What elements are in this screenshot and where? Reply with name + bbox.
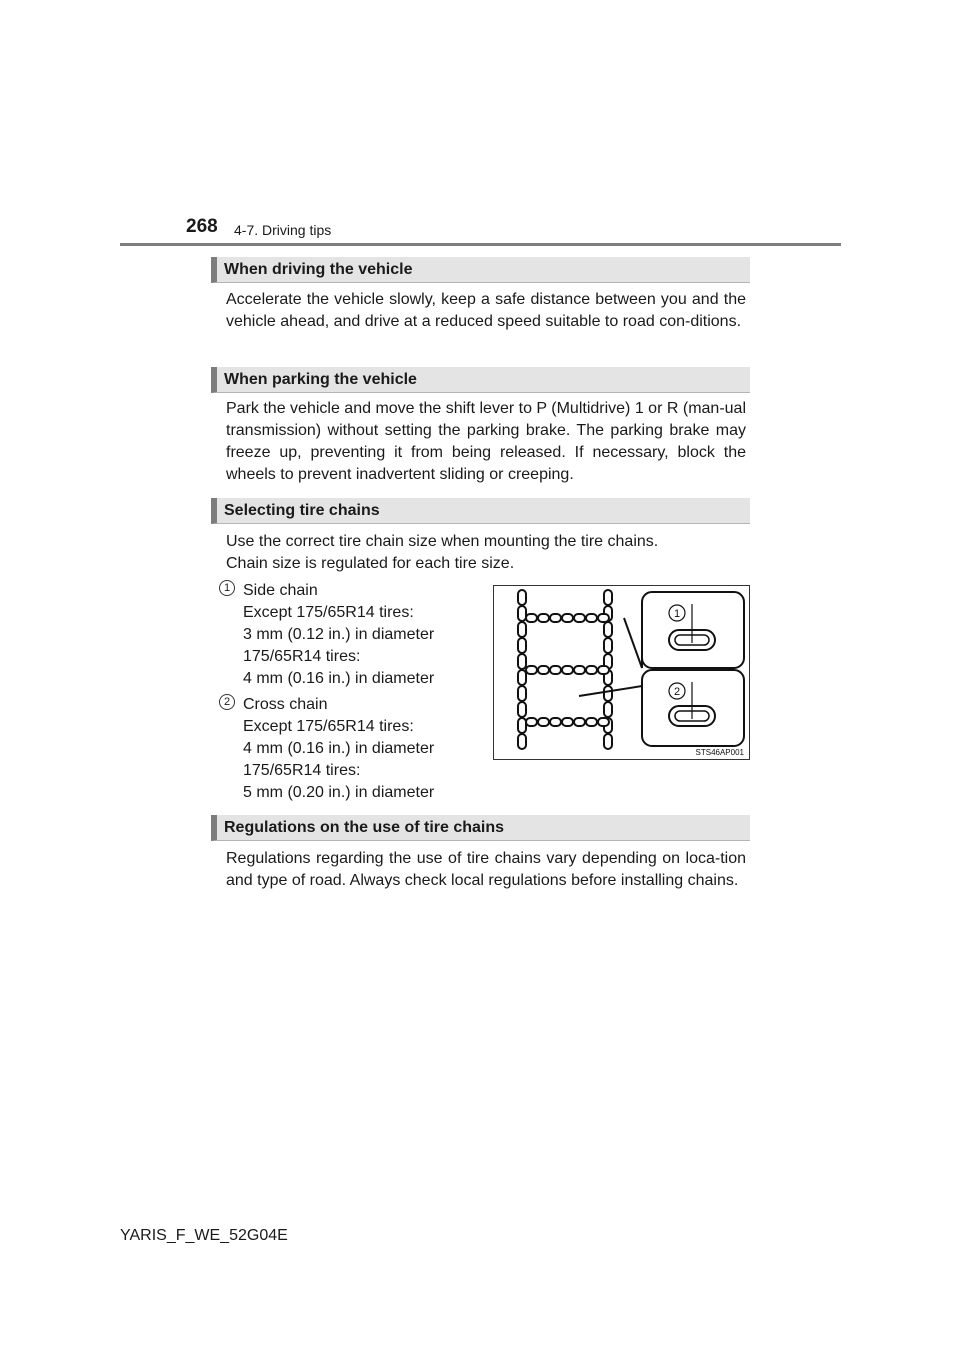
cross-chain-middle [526,666,609,674]
heading-parking [211,367,750,393]
callout-number-1: 1 [673,608,681,620]
callout-box-cross-chain [642,670,744,746]
side-chain-left [518,590,526,749]
paragraph-selecting-line1: Use the correct tire chain size when mounting the tire chains. [226,533,659,550]
section-title: 4-7. Driving tips [234,222,332,238]
item-1-line: 3 mm (0.12 in.) in diameter [243,626,435,643]
item-1-line: Side chain [243,582,318,599]
item-1-number: 1 [219,580,235,596]
heading-driving-text: When driving the vehicle [224,261,413,278]
heading-regulations-text: Regulations on the use of tire chains [224,819,505,836]
cross-chain-top [526,614,609,622]
item-2-line: 175/65R14 tires: [243,762,361,779]
item-1-line: Except 175/65R14 tires: [243,604,414,621]
figure-code: STS46AP001 [695,748,744,757]
heading-selecting-text: Selecting tire chains [224,502,380,519]
callout-box-side-chain [642,592,744,668]
item-2-line: Cross chain [243,696,328,713]
tire-chain-illustration [494,586,749,759]
item-1-line: 175/65R14 tires: [243,648,361,665]
cross-chain-bottom [526,718,609,726]
item-2-number: 2 [219,694,235,710]
item-2-line: 4 mm (0.16 in.) in diameter [243,740,435,757]
heading-regulations [211,815,750,841]
callout-number-2: 2 [673,686,681,698]
item-2-cross-chain [243,694,434,804]
leader-lines [579,616,642,711]
paragraph-parking: Park the vehicle and move the shift lever to P (Multidrive) 1 or R (man-ual transmission) without setting the parking brake. The parking brake may freeze up, preventing it from being released. If necessary, block the wheels to prevent inadvertent sliding or creeping. [226,400,746,483]
paragraph-regulations: Regulations regarding the use of tire chains vary depending on loca-tion and type of road. Always check local regulations before installing chains. [226,850,746,889]
heading-parking-text: When parking the vehicle [224,371,417,388]
footer-doc-code: YARIS_F_WE_52G04E [120,1227,288,1244]
item-2-line: Except 175/65R14 tires: [243,718,414,735]
heading-driving [211,257,750,283]
item-1-side-chain [243,580,434,690]
header-rule [120,243,841,246]
paragraph-selecting-line2: Chain size is regulated for each tire size. [226,555,515,572]
item-2-line: 5 mm (0.20 in.) in diameter [243,784,435,801]
tire-chain-figure [493,585,750,760]
page-number: 268 [186,216,218,237]
paragraph-driving: Accelerate the vehicle slowly, keep a safe distance between you and the vehicle ahead, and drive at a reduced speed suitable to road con-ditions. [226,291,746,330]
item-1-line: 4 mm (0.16 in.) in diameter [243,670,435,687]
heading-selecting [211,498,750,524]
